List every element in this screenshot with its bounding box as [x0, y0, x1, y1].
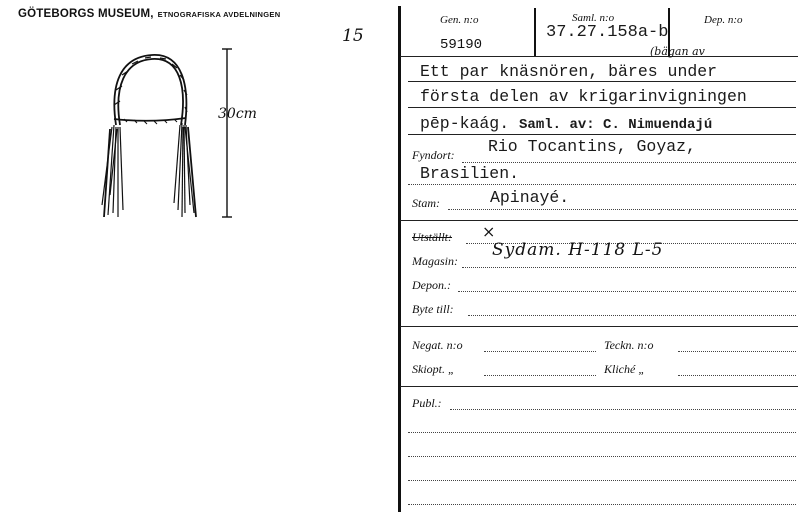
kliche-label: Kliché „: [604, 362, 645, 376]
gen-label: Gen. n:o: [440, 14, 479, 26]
left-tassel: [102, 125, 123, 217]
rule-desc-2: [408, 107, 796, 108]
dots-publ-3: [408, 456, 796, 457]
collector: Saml. av: C. Nimuendajú: [519, 117, 713, 133]
saml-value: 37.27.158a-b: [546, 23, 669, 42]
dots-publ-4: [408, 480, 796, 481]
dots-byte: [468, 315, 796, 316]
description-word: pēp-kaág.: [420, 114, 510, 133]
rule-desc-1: [408, 81, 796, 82]
department-name: ETNOGRAFISKA AVDELNINGEN: [157, 10, 281, 19]
fyndort-line-1: Rio Tocantins, Goyaz,: [488, 137, 696, 156]
dots-depon: [458, 291, 796, 292]
magasin-label: Magasin:: [412, 254, 458, 268]
utstallt-value: ×: [482, 222, 496, 241]
description-line-3: [420, 114, 712, 133]
description-insert: (bägan av: [650, 45, 705, 58]
stam-value: Apinayé.: [490, 188, 570, 207]
section-rule-3: [400, 386, 798, 387]
measurement-line: [222, 49, 232, 217]
museum-header: [18, 8, 280, 20]
braid-loop: [114, 55, 187, 125]
teckn-label: Teckn. n:o: [604, 338, 654, 352]
dots-publ-5: [408, 504, 796, 505]
saml-label: Saml. n:o: [572, 12, 615, 24]
negat-label: Negat. n:o: [412, 338, 463, 352]
publ-label: Publ.:: [412, 396, 442, 410]
museum-name: GÖTEBORGS MUSEUM,: [18, 8, 154, 20]
box-bottom-rule: [400, 56, 798, 57]
right-tassel: [174, 123, 196, 217]
byte-label: Byte till:: [412, 302, 454, 316]
fyndort-line-2: Brasilien.: [420, 164, 520, 183]
rule-desc-3: [408, 134, 796, 135]
dots-stam: [448, 209, 796, 210]
dots-fyndort-2: [408, 184, 796, 185]
fyndort-label: Fyndort:: [412, 148, 455, 162]
box-divider-1: [534, 8, 536, 56]
magasin-value: Sydam. H-118 L-5: [492, 240, 664, 260]
section-rule-2: [400, 326, 798, 327]
card-divider: [398, 6, 401, 512]
stam-label: Stam:: [412, 196, 440, 210]
dots-publ-1: [450, 409, 796, 410]
depon-label: Depon.:: [412, 278, 451, 292]
dots-fyndort: [462, 162, 796, 163]
dots-negat: [484, 351, 596, 352]
skiopt-label: Skiopt. „: [412, 362, 455, 376]
description-line-2: första delen av krigarinvigningen: [420, 87, 747, 106]
section-rule-1: [400, 220, 798, 221]
description-line-1: Ett par knäsnören, bäres under: [420, 62, 718, 81]
corner-mark: 15: [342, 26, 364, 46]
measurement-label: 30cm: [218, 106, 257, 122]
dots-publ-2: [408, 432, 796, 433]
dep-label: Dep. n:o: [704, 14, 743, 26]
dots-kliche: [678, 375, 796, 376]
dots-skiopt: [484, 375, 596, 376]
utstallt-label: Utställt:: [412, 230, 453, 244]
gen-value: 59190: [440, 37, 483, 53]
dots-teckn: [678, 351, 796, 352]
object-sketch: [90, 45, 290, 225]
dots-magasin: [462, 267, 796, 268]
